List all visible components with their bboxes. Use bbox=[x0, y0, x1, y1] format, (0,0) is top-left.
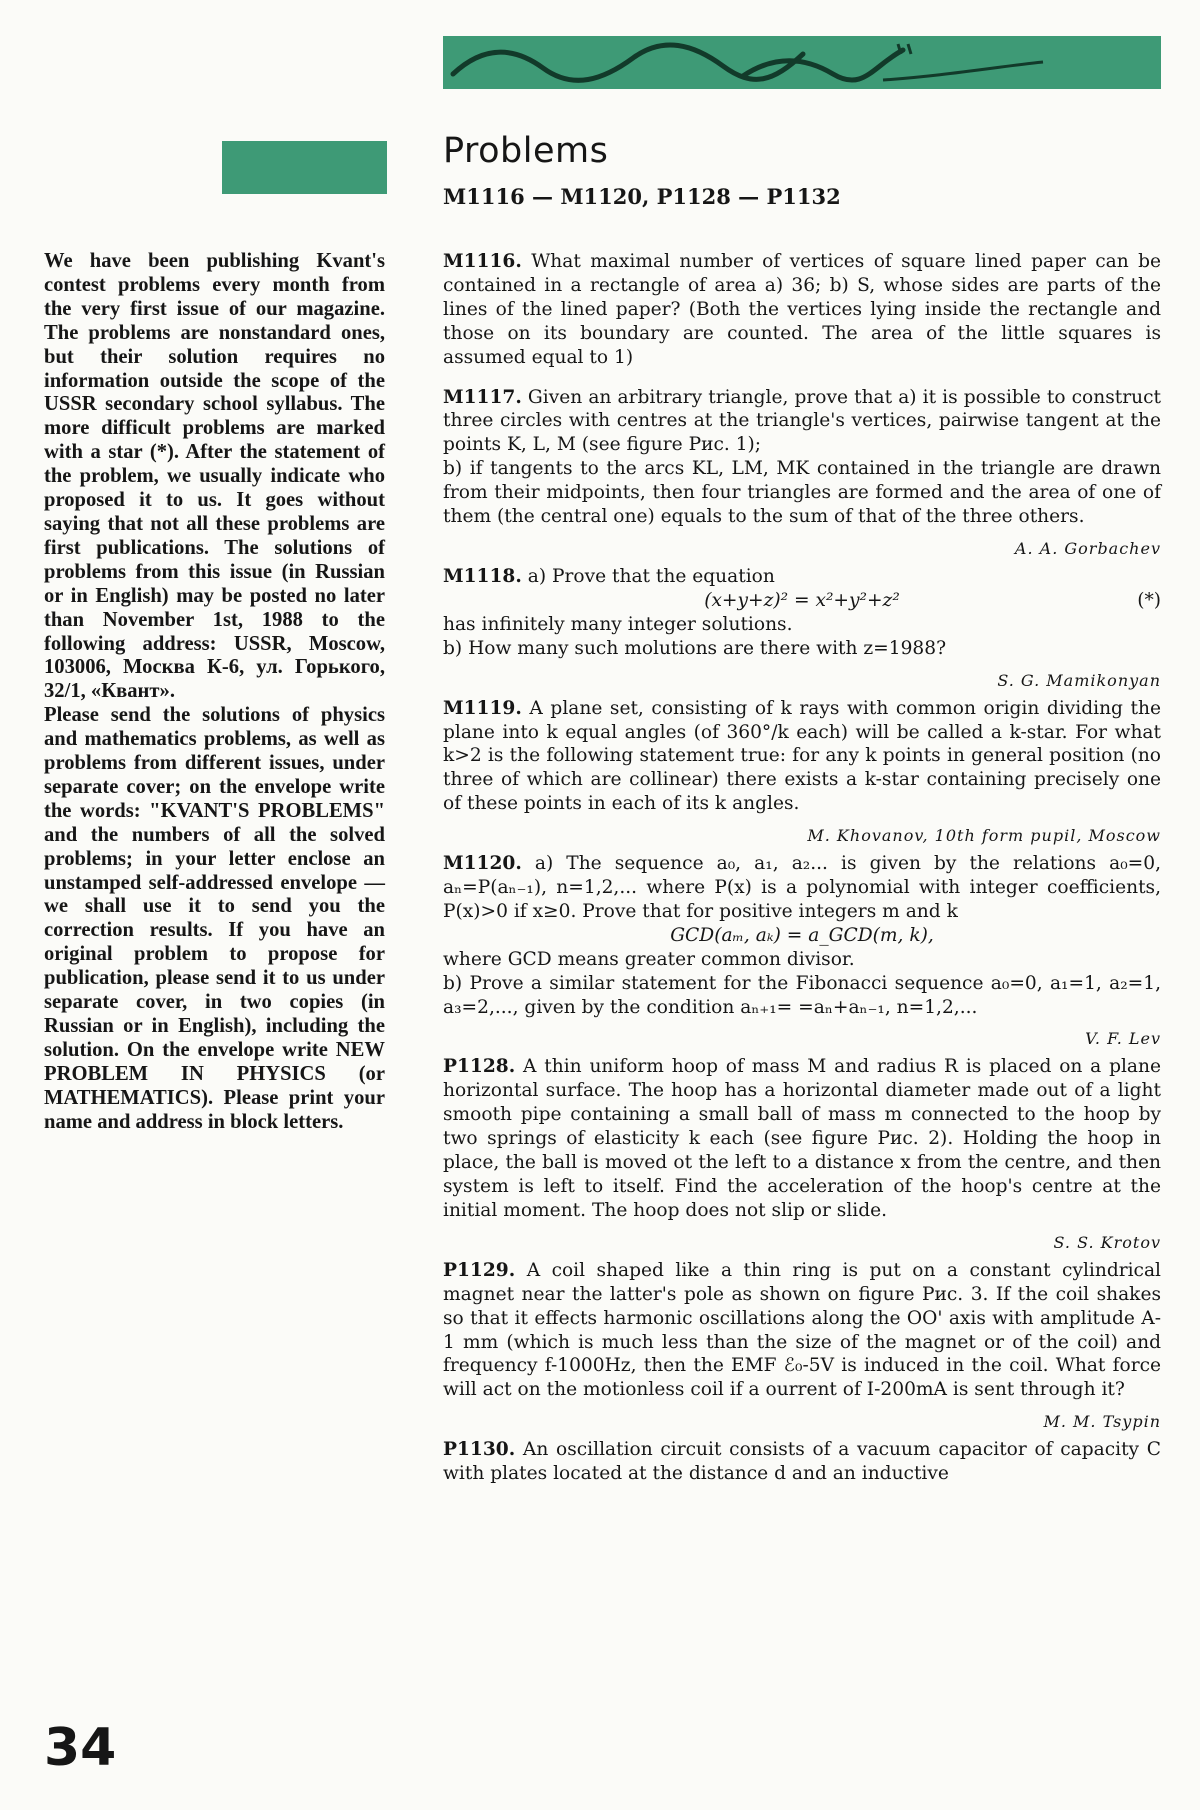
header-banner bbox=[443, 36, 1161, 89]
problem-id: P1130. bbox=[443, 1439, 516, 1461]
problem-author: S. G. Mamikonyan bbox=[997, 670, 1161, 690]
problem-m1117 bbox=[443, 386, 1161, 529]
problem-author: S. S. Krotov bbox=[1053, 1232, 1161, 1252]
problem-text: where GCD means greater common divisor. bbox=[443, 948, 855, 970]
problem-text: A thin uniform hoop of mass M and radius R is placed on a plane horizontal surface. The hoop has a horizontal diameter made out of a light smooth pipe containing a small ball of mass m connected to the hoop by two springs of elasticity k each (see figure Рис. 2). Holding the hoop in place, the ball is moved ot the left to a distance x from the centre, and then system is left to itself. Find the acceleration of the hoop's centre at the initial moment. The hoop does not slip or slide. bbox=[443, 1056, 1161, 1221]
page-subtitle: M1116 — M1120, P1128 — P1132 bbox=[443, 184, 841, 209]
problem-text: A coil shaped like a thin ring is put on a constant cylindrical magnet near the latter's pole as shown on figure Рис. 3. If the coil shakes so that it effects harmonic oscillations along the OO' axis with amplitude A- 1 mm (which is much less than the size of the magnet or of the coil) and frequency f-1000Hz, then the EMF ℰ₀-5V is induced in the coil. What force will act on the motionless coil if a ourrent of I-200mA is sent through it? bbox=[443, 1259, 1161, 1401]
problem-p1128 bbox=[443, 1055, 1161, 1222]
problem-author: A. A. Gorbachev bbox=[1014, 538, 1161, 558]
problem-author: M. Khovanov, 10th form pupil, Moscow bbox=[807, 826, 1161, 846]
problem-p1129 bbox=[443, 1259, 1161, 1402]
problem-text: a) The sequence a₀, a₁, a₂... is given by the relations a₀=0, aₙ=P(aₙ₋₁), n=1,2,... where P(x) is a polynomial with integer coefficients, P(x)>0 if x≥0. Prove that for positive integers m and k bbox=[443, 853, 1161, 922]
banner-script-logo bbox=[443, 36, 1161, 89]
equation bbox=[443, 589, 1161, 613]
problem-text: What maximal number of vertices of square lined paper can be contained in a rectangle of area a) 36; b) S, whose sides are parts of the lines of the lined paper? (Both the vertices lying inside the rectangle and those on its boundary are counted. The area of the little squares is assumed equal to 1) bbox=[443, 251, 1161, 368]
problem-id: P1128. bbox=[443, 1056, 516, 1078]
problem-m1118 bbox=[443, 565, 1161, 661]
equation-body: GCD(aₘ, aₖ) = a_GCD(m, k), bbox=[670, 924, 934, 946]
problem-text: b) How many such molutions are there with z=1988? bbox=[443, 637, 947, 659]
problem-id: M1117. bbox=[443, 386, 522, 408]
problem-text: A plane set, consisting of k rays with common origin dividing the plane into k equal angles (of 360°/k each) will be called a k-star. For what k>2 is the following statement true: for any k points in general position (no three of which are collinear) there exists a k-star containing precisely one of these points in each of its k angles. bbox=[443, 697, 1161, 815]
problem-text: a) Prove that the equation bbox=[527, 565, 775, 587]
problem-p1130 bbox=[443, 1438, 1161, 1486]
sidebar-color-block bbox=[222, 141, 387, 194]
equation bbox=[443, 924, 1161, 948]
problem-id: M1116. bbox=[443, 251, 522, 272]
sidebar-info bbox=[44, 250, 385, 1135]
problem-author: V. F. Lev bbox=[1085, 1029, 1161, 1049]
problem-text: Given an arbitrary triangle, prove that a) it is possible to construct three circles with centres at the triangle's vertices, pairwise tangent at the points K, L, M (see figure Рис. 1); bbox=[443, 386, 1161, 456]
problem-id: M1118. bbox=[443, 565, 522, 587]
sidebar-intro: We have been publishing Kvant's contest problems every month from the very first issue of our magazine. The problems are nonstandard ones, but their solution requires no information outside the scope of the USSR secondary school syllabus. The more difficult problems are marked with a star (*). After the statement of the problem, we usually indicate who proposed it to us. It goes without saying that not all these problems are first publications. The solutions of problems from this issue (in Russian or in English) may be posted no later than November 1st, 1988 to the following address: USSR, Moscow, 103006, Москва К-6, ул. Горького, 32/1, «Квант». bbox=[44, 250, 385, 703]
problem-text: has infinitely many integer solutions. bbox=[443, 613, 793, 635]
page-title: Problems bbox=[443, 131, 609, 171]
problem-author: M. M. Tsypin bbox=[1043, 1412, 1161, 1432]
equation-tag: (*) bbox=[1137, 589, 1161, 611]
problem-id: M1120. bbox=[443, 853, 522, 875]
problems-list bbox=[443, 250, 1161, 1502]
problem-m1116 bbox=[443, 250, 1161, 370]
problem-m1120 bbox=[443, 852, 1161, 1019]
problem-id: P1129. bbox=[443, 1259, 516, 1281]
sidebar-instructions: Please send the solutions of physics and mathematics problems, as well as problems from different issues, under separate cover; on the envelope write the words: "KVANT'S PROBLEMS" and the numbers of all the solved problems; in your letter enclose an unstamped self-addressed envelope — we shall use it to send you the correction results. If you have an original problem to propose for publication, please send it to us under separate cover, in two copies (in Russian or in English), including the solution. On the envelope write NEW PROBLEM IN PHYSICS (or MATHEMATICS). Please print your name and address in block letters. bbox=[44, 704, 385, 1133]
problem-text: An oscillation circuit consists of a vacuum capacitor of capacity C with plates located at the distance d and an inductive bbox=[443, 1439, 1161, 1485]
problem-m1119 bbox=[443, 697, 1161, 817]
equation-body: (x+y+z)² = x²+y²+z² bbox=[704, 589, 900, 611]
page-number: 34 bbox=[44, 1718, 117, 1778]
problem-id: M1119. bbox=[443, 697, 522, 719]
problem-text: b) Prove a similar statement for the Fibonacci sequence a₀=0, a₁=1, a₂=1, a₃=2,..., given by the condition aₙ₊₁= =aₙ+aₙ₋₁, n=1,2,... bbox=[443, 972, 1161, 1018]
problem-text: b) if tangents to the arcs KL, LM, MK contained in the triangle are drawn from their midpoints, then four triangles are formed and the area of one of them (the central one) equals to the sum of that of the three others. bbox=[443, 458, 1161, 528]
